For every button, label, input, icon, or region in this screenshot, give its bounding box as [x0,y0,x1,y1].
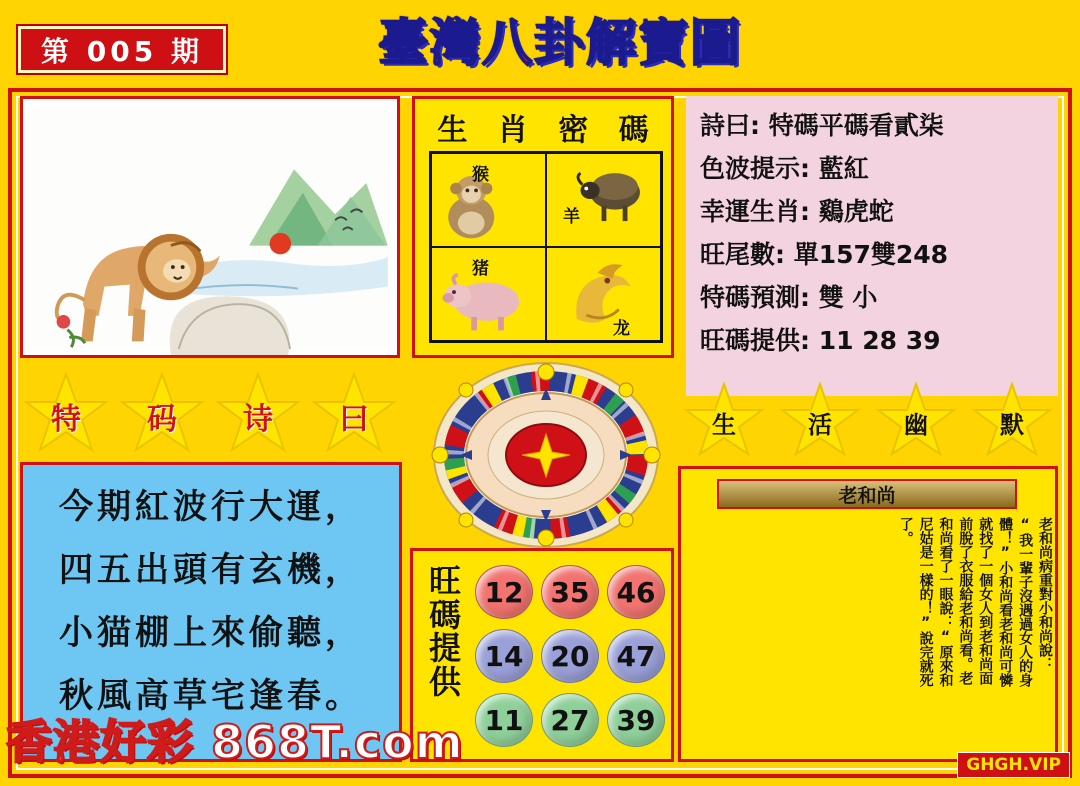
zodiac-cell-sheep [546,153,661,247]
poem-line-4: 秋風高草宅逢春。 [59,676,363,716]
zodiac-code-panel [412,96,674,358]
lion-painting-panel [20,96,400,358]
zodiac-cell-label: 羊 [563,207,580,227]
bagua-compass [430,360,662,550]
humor-column: 尼姑是一樣的！”說完就死 [917,517,934,687]
humor-column: 和尚看了一眼說：“原來和 [937,517,954,687]
zodiac-cell-dragon [546,247,661,341]
number-ball: 47 [607,629,665,683]
humor-star-char: 生 [712,410,736,439]
number-ball: 12 [475,565,533,619]
humor-column: 體！”小和尚看老和尚可憐 [997,517,1014,687]
sheep-icon [547,154,660,246]
zodiac-code-grid [429,151,663,343]
issue-badge: 第 005 期 [18,26,226,73]
humor-star-char: 幽 [904,410,928,439]
humor-column: 了。 [897,517,914,545]
humor-star-4 [966,382,1058,462]
humor-star-1 [678,382,770,462]
page-title: 臺灣八卦解寶圖 [378,14,742,72]
special-code-poem-banner [18,372,402,460]
humor-banner [678,382,1062,462]
number-ball: 27 [541,693,599,747]
lion-painting [23,99,397,355]
humor-column: 前脫了衣服給老和尚看。老 [957,517,974,685]
dragon-icon [547,248,660,340]
humor-star-char: 活 [808,410,832,439]
poem-line-1: 今期紅波行大運， [59,487,363,527]
star-char: 曰 [339,402,369,437]
star-char: 特 [51,402,81,437]
prediction-line-6: 旺碼提供: 11 28 39 [700,326,941,355]
prediction-line-4: 旺尾數: 單157雙248 [700,240,949,269]
star-badge-1 [18,372,114,460]
number-ball: 11 [475,693,533,747]
hot-numbers-grid [475,565,667,751]
star-badge-3 [210,372,306,460]
zodiac-cell-pig [431,247,546,341]
zodiac-cell-label: 猴 [472,165,489,185]
humor-title: 老和尚 [717,479,1017,509]
prediction-line-5: 特碼預測: 雙 小 [700,283,878,312]
poem-line-2: 四五出頭有玄機， [59,550,363,590]
vip-watermark-badge: GHGH.VIP [957,752,1070,778]
number-ball: 46 [607,565,665,619]
prediction-line-1: 詩曰: 特碼平碼看貳柒 [700,111,944,140]
prediction-panel [686,96,1058,396]
humor-column: “我一輩子沒遇過女人的身 [1017,517,1034,687]
number-ball: 39 [607,693,665,747]
star-char: 诗 [243,402,273,437]
bagua-compass-panel [430,360,662,550]
number-ball: 35 [541,565,599,619]
star-char: 码 [147,402,177,437]
hot-numbers-label: 旺碼提供 [428,562,461,701]
humor-text [689,517,1053,753]
number-ball: 14 [475,629,533,683]
prediction-line-2: 色波提示: 藍紅 [700,154,869,183]
humor-star-char: 默 [1000,410,1024,439]
site-watermark: 香港好彩 868T.com [6,715,464,769]
zodiac-cell-label: 猪 [472,259,489,279]
humor-star-2 [774,382,866,462]
star-badge-2 [114,372,210,460]
zodiac-code-title: 生 肖 密 碼 [437,113,659,148]
zodiac-cell-monkey [431,153,546,247]
humor-column: 老和尚病重對小和尚說： [1037,517,1053,671]
number-ball: 20 [541,629,599,683]
zodiac-cell-label: 龙 [613,319,630,339]
poem-line-3: 小猫棚上來偷聽， [59,613,363,653]
prediction-line-3: 幸運生肖: 鷄虎蛇 [700,197,894,226]
star-badge-4 [306,372,402,460]
humor-column: 就找了一個女人到老和尚面 [977,517,994,685]
humor-star-3 [870,382,962,462]
humor-panel [678,466,1058,762]
